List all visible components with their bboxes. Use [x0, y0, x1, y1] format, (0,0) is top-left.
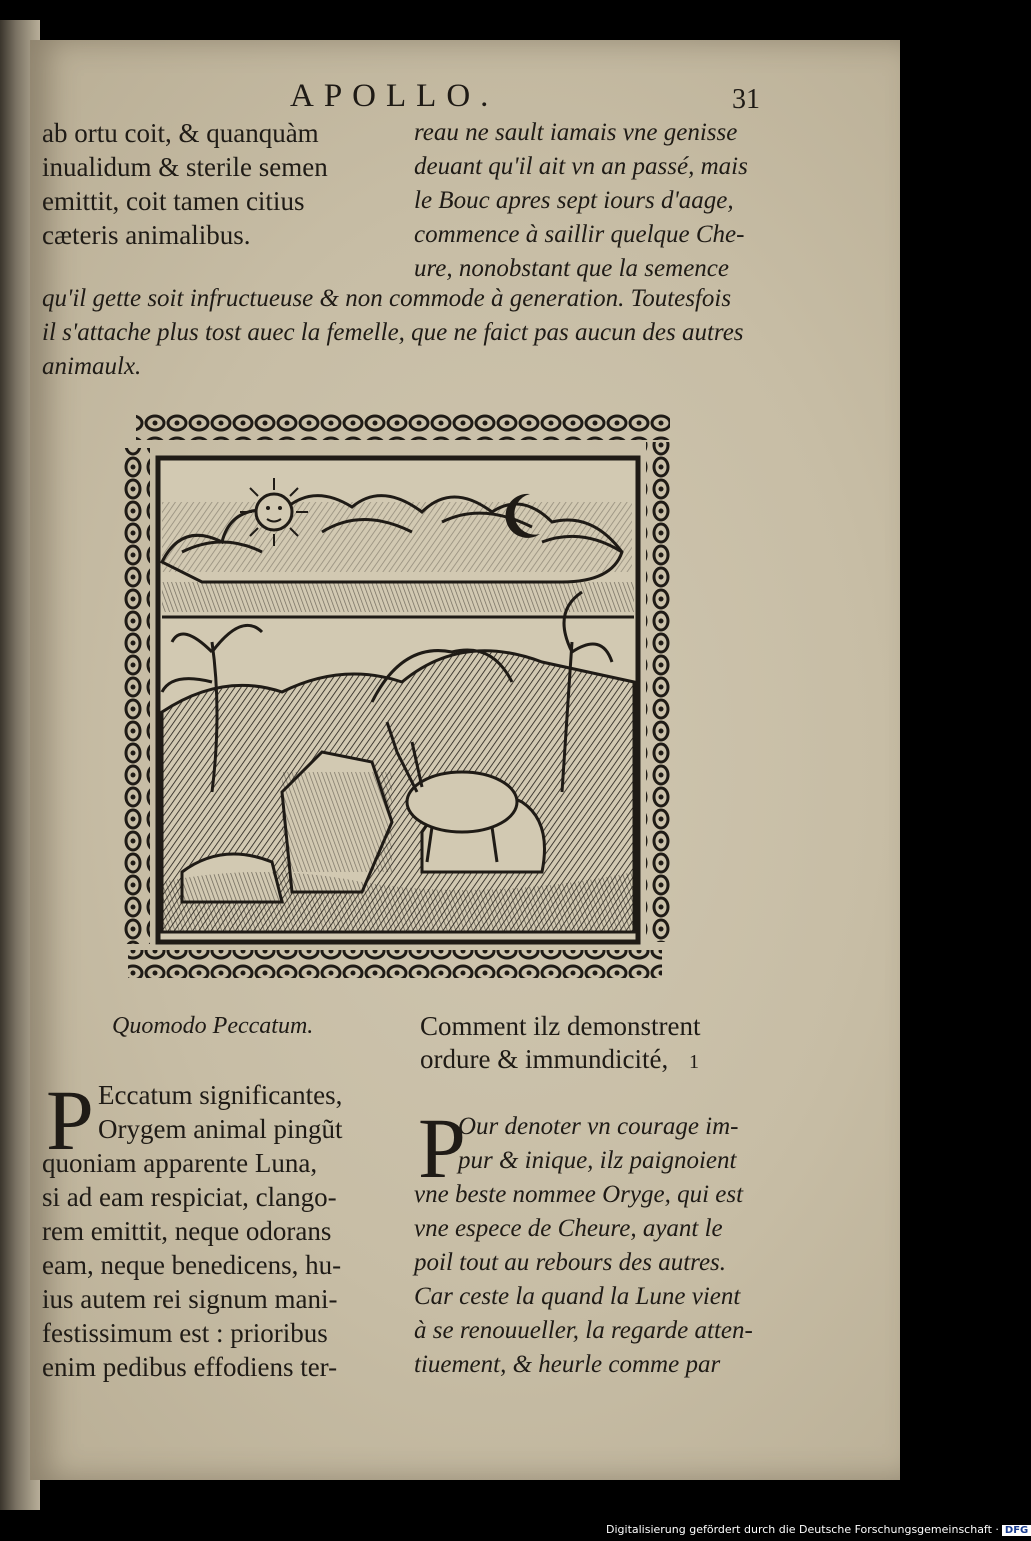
text-line: tiuement, & heurle comme par — [414, 1351, 721, 1378]
top-latin-column — [42, 116, 402, 252]
text-line: Our denoter vn courage im- — [458, 1113, 739, 1140]
top-french-column — [414, 116, 774, 286]
text-line: vne beste nommee Oryge, qui est — [414, 1181, 744, 1208]
text-line: vne espece de Cheure, ayant le — [414, 1215, 723, 1242]
text-line: Car ceste la quand la Lune vient — [414, 1283, 741, 1310]
text-line: rem emittit, neque odorans — [42, 1216, 332, 1246]
text-line: festissimum est : prioribus — [42, 1318, 328, 1348]
text-line: quoniam apparente Luna, — [42, 1148, 318, 1178]
text-line: pur & inique, ilz paignoient — [458, 1147, 737, 1174]
page-number: 31 — [732, 84, 760, 115]
text-line: deuant qu'il ait vn an passé, mais — [414, 153, 748, 180]
text-line: ab ortu coit, & quanquàm — [42, 118, 319, 148]
border-bottom — [128, 950, 662, 978]
text-line: si ad eam respiciat, clango- — [42, 1182, 337, 1212]
text-line: qu'il gette soit infructueuse & non commode à generation. Toutesfois — [42, 285, 732, 312]
bottom-french-column — [414, 1100, 774, 1382]
text-line: à se renouueller, la regarde atten- — [414, 1317, 753, 1344]
text-line: emittit, coit tamen citius — [42, 186, 305, 216]
text-line: ure, nonobstant que la semence — [414, 255, 729, 282]
dfg-logo: DFG — [1002, 1525, 1031, 1536]
sun-with-face-icon — [240, 478, 308, 546]
running-title: APOLLO. — [290, 78, 499, 114]
wide-french-paragraph — [42, 282, 772, 384]
border-top — [136, 412, 670, 440]
text-line: inualidum & sterile semen — [42, 152, 328, 182]
border-left — [122, 448, 150, 944]
text-line: animaulx. — [42, 353, 142, 380]
text-line: cæteris animalibus. — [42, 220, 251, 250]
text-line: commence à saillir quelque Che- — [414, 221, 745, 248]
text-line: Eccatum significantes, — [98, 1080, 343, 1110]
text-line: Comment ilz demonstrent — [420, 1011, 701, 1041]
text-line: ius autem rei signum mani- — [42, 1284, 338, 1314]
latin-dropcap: P — [46, 1072, 94, 1168]
text-line: enim pedibus effodiens ter- — [42, 1352, 338, 1382]
text-line: poil tout au rebours des autres. — [414, 1249, 727, 1276]
digitization-credit: Digitalisierung gefördert durch die Deutsche Forschungsgemeinschaft · DFG — [606, 1523, 1031, 1536]
text-line: il s'attache plus tost auec la femelle, que ne faict pas aucun des autres — [42, 319, 744, 346]
border-right — [646, 442, 674, 942]
text-line: eam, neque benedicens, hu- — [42, 1250, 342, 1280]
latin-caption: Quomodo Peccatum. — [112, 1013, 314, 1039]
margin-marker: 1 — [688, 1051, 699, 1073]
text-line: reau ne sault iamais vne genisse — [414, 119, 738, 146]
text-line: ordure & immundicité, 1 — [420, 1044, 699, 1074]
french-dropcap: P — [418, 1100, 466, 1196]
woodcut-illustration — [122, 412, 674, 978]
french-caption — [420, 1010, 700, 1076]
text-line: Orygem animal pingũt — [98, 1114, 343, 1144]
text-line: le Bouc apres sept iours d'aage, — [414, 187, 734, 214]
bottom-latin-column — [42, 1072, 402, 1384]
